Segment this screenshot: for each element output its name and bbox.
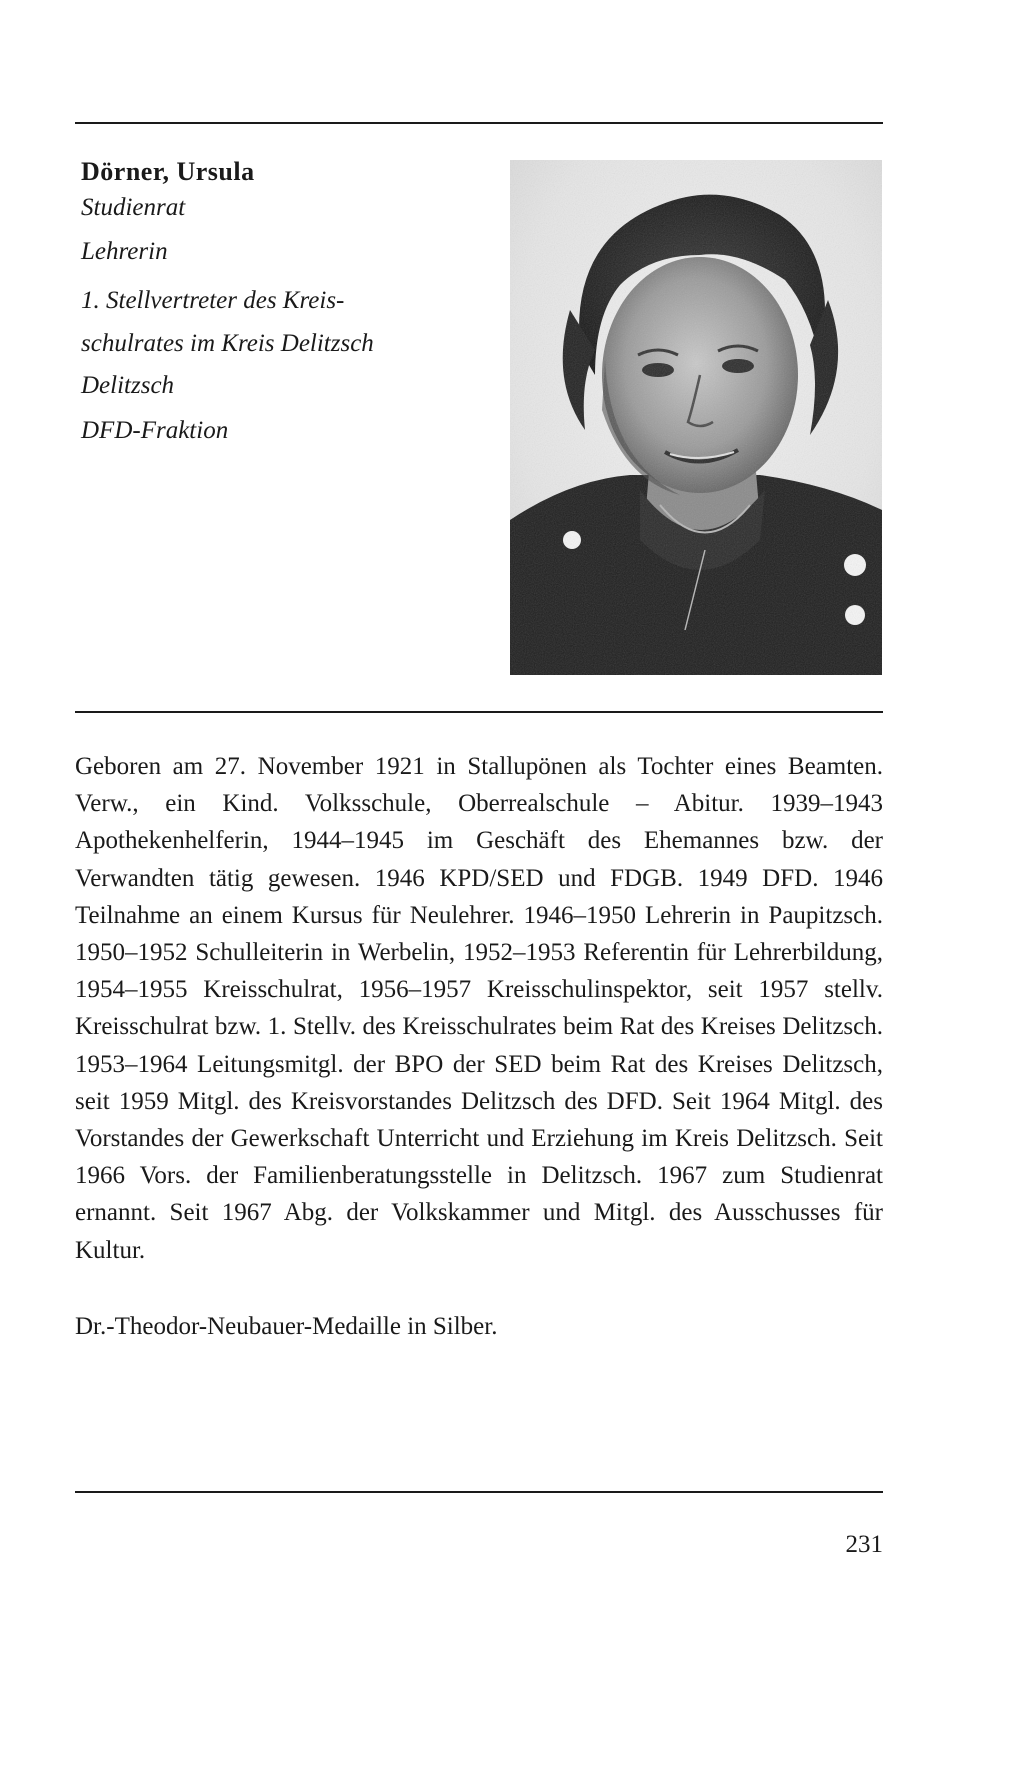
page-number: 231 xyxy=(845,1531,883,1558)
person-residence: Delitzsch xyxy=(81,372,175,399)
bottom-rule xyxy=(75,1491,883,1493)
person-occupation: Lehrerin xyxy=(81,238,168,265)
person-title: Studienrat xyxy=(81,194,186,221)
person-name: Dörner, Ursula xyxy=(81,157,255,186)
person-position-line-2: schulrates im Kreis Delitzsch xyxy=(81,330,374,357)
portrait-photo xyxy=(510,160,882,675)
entry-header xyxy=(81,155,501,453)
middle-rule xyxy=(75,711,883,713)
top-rule xyxy=(75,122,883,124)
person-faction: DFD-Fraktion xyxy=(81,417,229,444)
biography-text: Geboren am 27. November 1921 in Stallupönen als Tochter eines Beamten. Verw., ein Kind. Volksschule, Oberrealschule – Abitur. 1939–1943 Apothekenhelferin, 1944–1945 im Geschäft des Ehemannes bzw. der Verwandten tätig gewesen. 1946 KPD/SED und FDGB. 1949 DFD. 1946 Teilnahme an einem Kursus für Neulehrer. 1946–1950 Lehrerin in Paupitzsch. 1950–1952 Schulleiterin in Werbelin, 1952–1953 Referentin für Lehrerbildung, 1954–1955 Kreisschulrat, 1956–1957 Kreisschulinspektor, seit 1957 stellv. Kreisschulrat bzw. 1. Stellv. des Kreisschulrates beim Rat des Kreises Delitzsch. 1953–1964 Leitungsmitgl. der BPO der SED beim Rat des Kreises Delitzsch, seit 1959 Mitgl. des Kreisvorstandes Delitzsch des DFD. Seit 1964 Mitgl. des Vorstandes der Gewerkschaft Unterricht und Erziehung im Kreis Delitzsch. Seit 1966 Vors. der Familienberatungsstelle in Delitzsch. 1967 zum Studienrat ernannt. Seit 1967 Abg. der Volkskammer und Mitgl. des Ausschusses für Kultur. xyxy=(75,753,883,1264)
award-text: Dr.-Theodor-Neubauer-Medaille in Silber. xyxy=(75,1313,498,1340)
person-position-line-1: 1. Stellvertreter des Kreis- xyxy=(81,287,345,314)
